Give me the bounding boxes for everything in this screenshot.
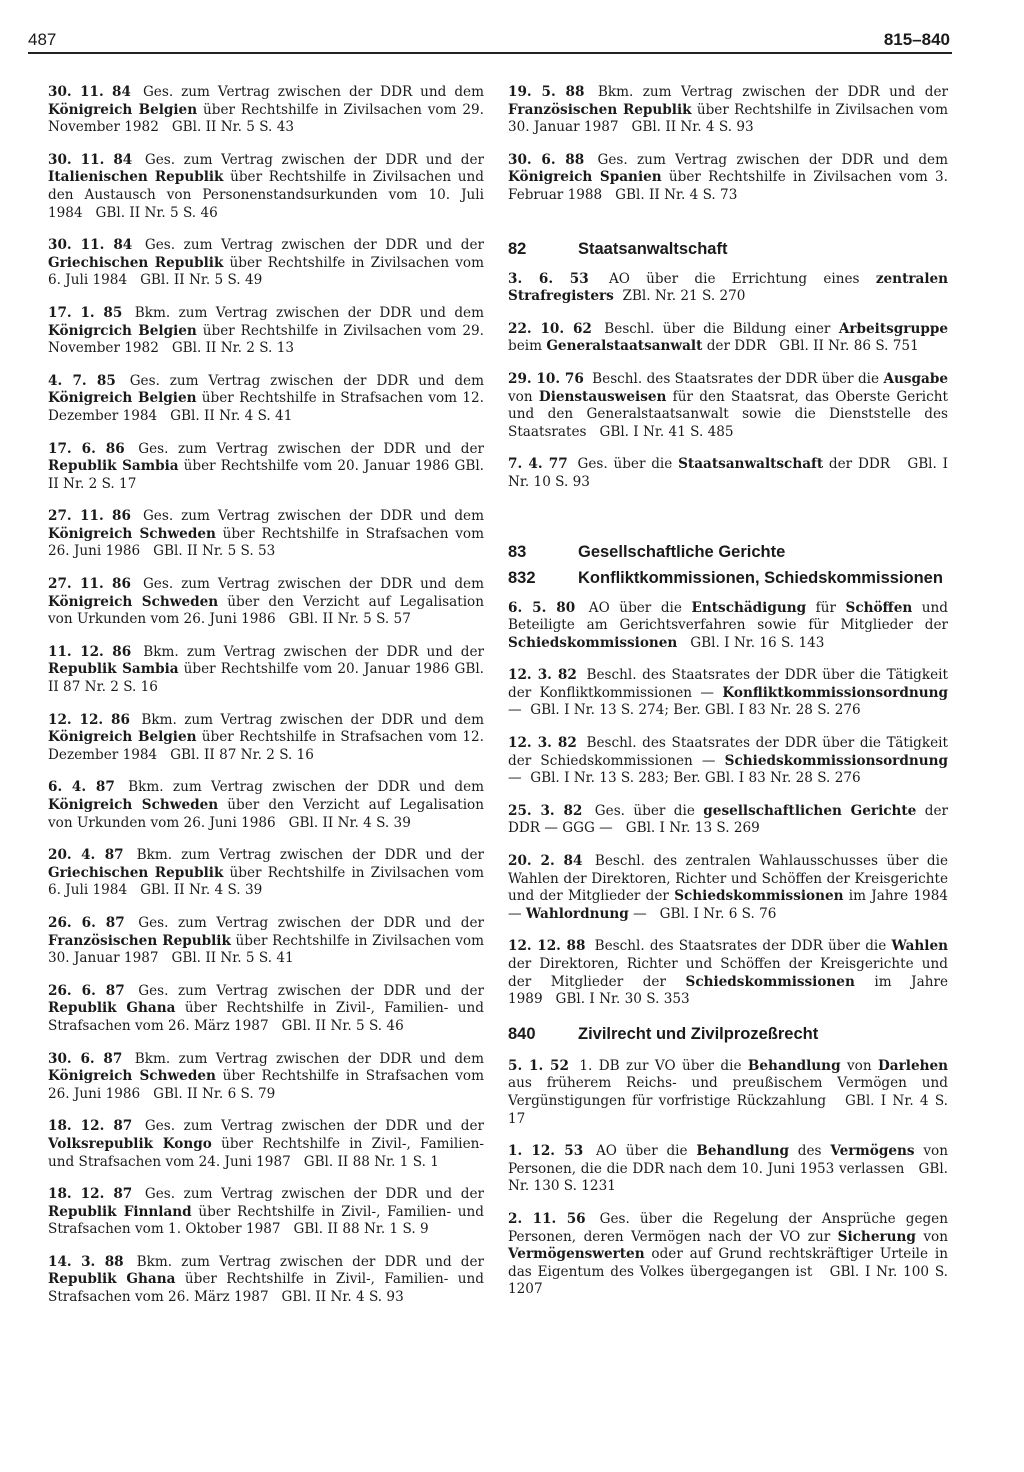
entry-text: Bkm. zum Vertrag zwischen der DDR und der xyxy=(136,1253,484,1270)
section-title: Zivilrecht und Zivilprozeßrecht xyxy=(578,1024,819,1043)
entry-keyword: Staatsanwaltschaft xyxy=(678,456,824,473)
entry-text: Beschl. des Staatsrates der DDR über die xyxy=(592,370,884,387)
entry-date: 2. 11. 56 xyxy=(508,1210,586,1227)
entry-text: über Rechtshilfe in Zivilsachen vom 6. Juli 1984 GBl. II Nr. 4 S. 39 xyxy=(48,864,484,899)
entry-keyword: Sicherung xyxy=(837,1228,916,1245)
law-entry xyxy=(48,1186,484,1239)
entry-text: der DDR GBl. I Nr. 10 S. 93 xyxy=(508,456,948,490)
entry-date: 25. 3. 82 xyxy=(508,802,583,819)
entry-keyword: Schiedskommissionen xyxy=(685,973,855,990)
entry-keyword: Französischen Republik xyxy=(48,932,231,949)
law-entry xyxy=(48,373,484,426)
entry-keyword: Griechischen Republik xyxy=(48,254,224,271)
section-heading xyxy=(508,568,948,588)
entry-text: des xyxy=(789,1143,831,1160)
entry-keyword: Königreich Belgien xyxy=(48,729,197,746)
entry-date: 26. 6. 87 xyxy=(48,914,125,931)
entry-text: für xyxy=(806,599,846,616)
entry-keyword: Darlehen xyxy=(878,1057,949,1074)
entry-text: Beschl. über die Bildung einer xyxy=(604,320,839,337)
law-entry xyxy=(508,456,948,491)
entry-text: über Rechtshilfe in Zivilsachen vom 6. Juli 1984 GBl. II Nr. 5 S. 49 xyxy=(48,254,484,289)
entry-text: über Rechtshilfe in Strafsachen vom 26. Juni 1986 GBl. II Nr. 5 S. 53 xyxy=(48,525,485,560)
page-range: 815–840 xyxy=(883,30,950,49)
entry-date: 22. 10. 62 xyxy=(508,320,592,337)
law-entry xyxy=(508,938,948,1008)
section-number: 832 xyxy=(508,568,536,587)
entry-text: Ges. zum Vertrag zwischen der DDR und der xyxy=(144,151,484,168)
entry-date: 30. 11. 84 xyxy=(48,84,131,100)
entry-date: 26. 6. 87 xyxy=(48,982,125,999)
entry-text: über Rechtshilfe vom 20. Januar 1986 GBl. II 87 Nr. 2 S. 16 xyxy=(48,661,484,696)
entry-keyword: Dienstausweisen xyxy=(538,388,667,405)
entry-keyword: Arbeitsgruppe xyxy=(838,320,948,337)
right-column xyxy=(508,84,948,1314)
entry-text: Ges. zum Vertrag zwischen der DDR und der xyxy=(144,1118,484,1135)
entry-text: AO über die Errichtung eines xyxy=(608,270,876,287)
entry-text: — GBl. I Nr. 13 S. 283; Ber. GBl. I 83 Nr. 28 S. 276 xyxy=(508,770,861,787)
entry-keyword: Wahlordnung xyxy=(525,905,629,922)
entry-text: von xyxy=(915,1228,948,1245)
entry-keyword: Republik Ghana xyxy=(48,1271,176,1288)
section-title: Staatsanwaltschaft xyxy=(578,239,728,258)
entry-date: 17. 1. 85 xyxy=(48,304,123,321)
entry-keyword: Schöffen xyxy=(845,599,913,616)
entry-keyword: Konfliktkommissionsordnung xyxy=(722,684,948,701)
entry-text: über Rechtshilfe vom 20. Januar 1986 GBl. II Nr. 2 S. 17 xyxy=(48,458,484,492)
law-entry xyxy=(48,1254,484,1307)
entry-text: über Rechtshilfe in Strafsachen vom 12. Dezember 1984 GBl. II Nr. 4 S. 41 xyxy=(48,390,484,424)
entry-date: 4. 7. 85 xyxy=(48,372,116,389)
entry-keyword: Schiedskommissionsordnung xyxy=(724,752,948,769)
law-entry xyxy=(508,1058,948,1128)
law-entry xyxy=(508,1211,948,1299)
entry-date: 6. 5. 80 xyxy=(508,599,576,616)
entry-text: der DDR GBl. II Nr. 86 S. 751 xyxy=(702,338,919,355)
entry-text: GBl. I Nr. 16 S. 143 xyxy=(677,634,825,651)
left-column xyxy=(48,84,484,1322)
law-entry xyxy=(508,853,948,923)
law-entry xyxy=(48,1051,484,1104)
entry-date: 12. 12. 88 xyxy=(508,938,586,955)
law-entry xyxy=(48,915,484,968)
law-entry xyxy=(48,1118,484,1171)
entry-date: 18. 12. 87 xyxy=(48,1186,133,1203)
law-entry xyxy=(508,321,948,356)
entry-text: Ges. zum Vertrag zwischen der DDR und dem xyxy=(142,508,484,525)
entry-text: über Rechtshilfe in Zivilsachen vom 3. Februar 1988 GBl. II Nr. 4 S. 73 xyxy=(508,169,948,203)
entry-date: 19. 5. 88 xyxy=(508,84,585,100)
entry-text: Ges. zum Vertrag zwischen der DDR und dem xyxy=(142,576,484,593)
entry-keyword: Behandlung xyxy=(696,1143,790,1160)
entry-text: von xyxy=(840,1057,879,1074)
entry-date: 29. 10. 76 xyxy=(508,370,584,387)
law-entry xyxy=(508,152,948,205)
entry-date: 18. 12. 87 xyxy=(48,1118,133,1135)
entry-text: Ges. über die xyxy=(577,456,679,473)
entry-keyword: Französischen Republik xyxy=(508,101,692,118)
entry-keyword: Republik Finnland xyxy=(48,1203,192,1220)
law-entry xyxy=(48,983,484,1036)
entry-date: 12. 12. 86 xyxy=(48,711,130,728)
entry-text: über den Verzicht auf Legalisation von Urkunden vom 26. Juni 1986 GBl. II Nr. 5 S. 57 xyxy=(48,593,484,628)
entry-keyword: Generalstaatsanwalt xyxy=(546,338,703,355)
law-entry xyxy=(508,667,948,720)
entry-text: über Rechtshilfe in Zivilsachen vom 30. Januar 1987 GBl. II Nr. 4 S. 93 xyxy=(508,101,948,136)
section-heading xyxy=(508,1024,948,1044)
section-number: 840 xyxy=(508,1024,536,1043)
entry-text: über Rechtshilfe in Zivilsachen und den Austausch von Personenstandsurkunden vom 10. Juli 1984 GBl. II Nr. 5 S. 46 xyxy=(48,169,484,221)
entry-text: über Rechtshilfe in Zivil-, Familien- und Strafsachen vom 1. Oktober 1987 GBl. II 88 Nr. 1 S. 9 xyxy=(48,1203,484,1238)
entry-keyword: Königrcich Belgien xyxy=(48,322,197,339)
entry-text: Ges. zum Vertrag zwischen der DDR und dem xyxy=(129,372,484,389)
entry-text: beim xyxy=(508,338,547,355)
entry-date: 30. 11. 84 xyxy=(48,151,133,168)
entry-text: Ges. zum Vertrag zwischen der DDR und der xyxy=(144,1186,484,1203)
entry-text: Bkm. zum Vertrag zwischen der DDR und der xyxy=(597,84,948,100)
law-entry xyxy=(48,152,484,222)
entry-keyword: Schiedskommissionen xyxy=(508,634,678,651)
law-entry xyxy=(508,371,948,441)
entry-text: der DDR — GGG — GBl. I Nr. 13 S. 269 xyxy=(508,802,948,837)
entry-keyword: Griechischen Republik xyxy=(48,864,224,881)
entry-date: 5. 1. 52 xyxy=(508,1057,569,1074)
entry-date: 20. 2. 84 xyxy=(508,853,583,870)
entry-keyword: Schiedskommissionen xyxy=(674,888,844,905)
entry-keyword: Königreich Belgien xyxy=(48,101,198,118)
entry-keyword: Entschädigung xyxy=(691,599,807,616)
entry-text: über Rechtshilfe in Zivilsachen vom 29. November 1982 GBl. II Nr. 2 S. 13 xyxy=(48,322,485,357)
entry-text: Beschl. des Staatsrates der DDR über die xyxy=(594,938,892,955)
entry-date: 12. 3. 82 xyxy=(508,735,577,752)
law-entry xyxy=(48,576,484,629)
law-entry xyxy=(48,441,484,494)
law-entry xyxy=(508,600,948,653)
entry-text: im Jahre 1989 GBl. I Nr. 30 S. 353 xyxy=(508,973,949,1008)
entry-text: 1. DB zur VO über die xyxy=(579,1057,748,1074)
entry-keyword: Königreich Schweden xyxy=(48,1068,216,1085)
entry-date: 12. 3. 82 xyxy=(508,667,577,684)
entry-keyword: zentralen Strafregisters xyxy=(508,270,949,305)
entry-keyword: Königreich Schweden xyxy=(48,593,219,610)
entry-text: von xyxy=(508,388,539,405)
entry-text: AO über die xyxy=(588,599,692,616)
entry-text: Ges. über die xyxy=(594,802,704,819)
entry-keyword: Republik Ghana xyxy=(48,1000,176,1017)
entry-date: 30. 6. 88 xyxy=(508,151,585,168)
section-heading xyxy=(508,542,948,562)
entry-text: über den Verzicht auf Legalisation von Urkunden vom 26. Juni 1986 GBl. II Nr. 4 S. 39 xyxy=(48,797,484,831)
entry-text: Ges. zum Vertrag zwischen der DDR und der xyxy=(138,982,484,999)
entry-keyword: Königreich Schweden xyxy=(48,525,216,542)
entry-text: der Direktoren, Richter und Schöffen der Kreisgerichte und der Mitglieder der xyxy=(508,956,948,990)
entry-keyword: Republik Sambia xyxy=(48,661,179,678)
entry-date: 6. 4. 87 xyxy=(48,779,115,796)
entry-text: Beschl. des Staatsrates der DDR über die Tätigkeit der Schiedskommissionen — xyxy=(508,735,948,769)
entry-text: Bkm. zum Vertrag zwischen der DDR und dem xyxy=(134,1050,484,1067)
law-entry xyxy=(508,803,948,838)
entry-keyword: Königreich Belgien xyxy=(48,390,197,407)
section-title: Gesellschaftliche Gerichte xyxy=(578,542,786,561)
entry-date: 7. 4. 77 xyxy=(508,456,568,473)
entry-date: 27. 11. 86 xyxy=(48,576,131,593)
law-entry xyxy=(508,735,948,788)
entry-keyword: Königreich Schweden xyxy=(48,797,219,813)
law-entry xyxy=(48,779,484,832)
section-number: 82 xyxy=(508,239,527,258)
entry-date: 3. 6. 53 xyxy=(508,270,589,287)
entry-date: 27. 11. 86 xyxy=(48,508,131,525)
entry-text: Bkm. zum Vertrag zwischen der DDR und der xyxy=(136,847,484,864)
entry-keyword: Volksrepublik Kongo xyxy=(48,1135,212,1152)
entry-text: im Jahre 1984 — xyxy=(508,888,948,922)
entry-text: Ges. über die Regelung der Ansprüche gegen Personen, deren Vermögen nach der VO zur xyxy=(508,1210,948,1245)
entry-text: von Personen, die die DDR nach dem 10. Juni 1953 verlassen GBl. Nr. 130 S. 1231 xyxy=(508,1143,948,1195)
entry-keyword: gesellschaftlichen Gerichte xyxy=(703,802,917,819)
entry-date: 20. 4. 87 xyxy=(48,847,124,864)
entry-date: 1. 12. 53 xyxy=(508,1143,584,1160)
entry-text: Bkm. zum Vertrag zwischen der DDR und dem xyxy=(141,711,484,728)
entry-date: 30. 6. 87 xyxy=(48,1050,123,1067)
law-entry xyxy=(48,847,484,900)
section-heading xyxy=(508,239,948,259)
entry-text: Bkm. zum Vertrag zwischen der DDR und dem xyxy=(134,304,484,321)
section-number: 83 xyxy=(508,542,527,561)
section-title: Konfliktkommissionen, Schiedskommissionen xyxy=(578,568,943,587)
entry-keyword: Italienischen Republik xyxy=(48,169,224,186)
entry-keyword: Behandlung xyxy=(747,1057,841,1074)
entry-date: 11. 12. 86 xyxy=(48,643,132,660)
entry-text: Ges. zum Vertrag zwischen der DDR und dem xyxy=(597,151,948,168)
entry-text: Ges. zum Vertrag zwischen der DDR und dem xyxy=(142,84,484,100)
entry-text: AO über die xyxy=(595,1143,697,1160)
entry-text: über Rechtshilfe in Zivilsachen vom 30. Januar 1987 GBl. II Nr. 5 S. 41 xyxy=(48,932,484,967)
entry-keyword: Königreich Spanien xyxy=(508,169,662,186)
entry-date: 30. 11. 84 xyxy=(48,237,133,254)
entry-keyword: Vermögens xyxy=(830,1143,915,1160)
law-entry xyxy=(48,644,484,697)
law-entry xyxy=(508,271,948,306)
entry-date: 14. 3. 88 xyxy=(48,1253,124,1270)
entry-text: für den Staatsrat, das Oberste Gericht und den Generalstaatsanwalt sowie die Dienststelle des Staatsrates GBl. I Nr. 41 S. 485 xyxy=(508,388,948,440)
entry-text: Ges. zum Vertrag zwischen der DDR und der xyxy=(144,237,484,254)
entry-text: Bkm. zum Vertrag zwischen der DDR und dem xyxy=(128,779,485,796)
entry-text: Beschl. des Staatsrates der DDR über die Tätigkeit der Konfliktkommissionen — xyxy=(508,667,948,701)
page-number: 487 xyxy=(28,30,57,49)
entry-text: über Rechtshilfe in Zivilsachen vom 29. November 1982 GBl. II Nr. 5 S. 43 xyxy=(48,101,484,136)
law-entry xyxy=(48,237,484,290)
entry-keyword: Wahlen xyxy=(891,938,948,955)
entry-keyword: Ausgabe xyxy=(883,370,948,387)
entry-text: — GBl. I Nr. 6 S. 76 xyxy=(628,905,777,922)
law-entry xyxy=(48,84,484,137)
entry-text: Ges. zum Vertrag zwischen der DDR und der xyxy=(138,914,484,931)
law-entry xyxy=(48,508,484,561)
entry-text: über Rechtshilfe in Strafsachen vom 12. Dezember 1984 GBl. II 87 Nr. 2 S. 16 xyxy=(48,729,484,763)
law-entry xyxy=(48,712,484,765)
entry-text: über Rechtshilfe in Zivil-, Familien- und Strafsachen vom 24. Juni 1987 GBl. II 88 Nr. 1 S. 1 xyxy=(48,1135,484,1170)
page-header xyxy=(28,30,952,54)
entry-keyword: Republik Sambia xyxy=(48,458,179,475)
entry-text: über Rechtshilfe in Zivil-, Familien- und Strafsachen vom 26. März 1987 GBl. II Nr. 4 S. 93 xyxy=(48,1271,485,1306)
entry-text: über Rechtshilfe in Zivil-, Familien- und Strafsachen vom 26. März 1987 GBl. II Nr. 5 S. 46 xyxy=(48,1000,485,1034)
entry-text: und Beteiligte am Gerichtsverfahren sowie für Mitglieder der xyxy=(508,599,948,634)
entry-text: oder auf Grund rechtskräftiger Urteile in das Eigentum des Volkes übergegangen ist GBl. I Nr. 100 S. 1207 xyxy=(508,1246,948,1298)
entry-keyword: Vermögenswerten xyxy=(508,1246,645,1263)
law-entry xyxy=(508,84,948,137)
law-entry xyxy=(48,305,484,358)
entry-text: aus früherem Reichs- und preußischem Vermögen und Vergünstigungen für vorfristige Rückzahlung GBl. I Nr. 4 S. 17 xyxy=(508,1075,948,1127)
entry-text: ZBl. Nr. 21 S. 270 xyxy=(613,288,746,305)
law-entry xyxy=(508,1143,948,1196)
entry-date: 17. 6. 86 xyxy=(48,440,125,457)
entry-text: Bkm. zum Vertrag zwischen der DDR und der xyxy=(143,643,484,660)
entry-text: Beschl. des zentralen Wahlausschusses über die Wahlen der Direktoren, Richter und Schöffen der Kreisgerichte und der Mitglieder der xyxy=(508,853,948,905)
entry-text: Ges. zum Vertrag zwischen der DDR und der xyxy=(138,440,484,457)
entry-text: über Rechtshilfe in Strafsachen vom 26. Juni 1986 GBl. II Nr. 6 S. 79 xyxy=(48,1068,485,1102)
entry-text: — GBl. I Nr. 13 S. 274; Ber. GBl. I 83 Nr. 28 S. 276 xyxy=(508,702,861,719)
